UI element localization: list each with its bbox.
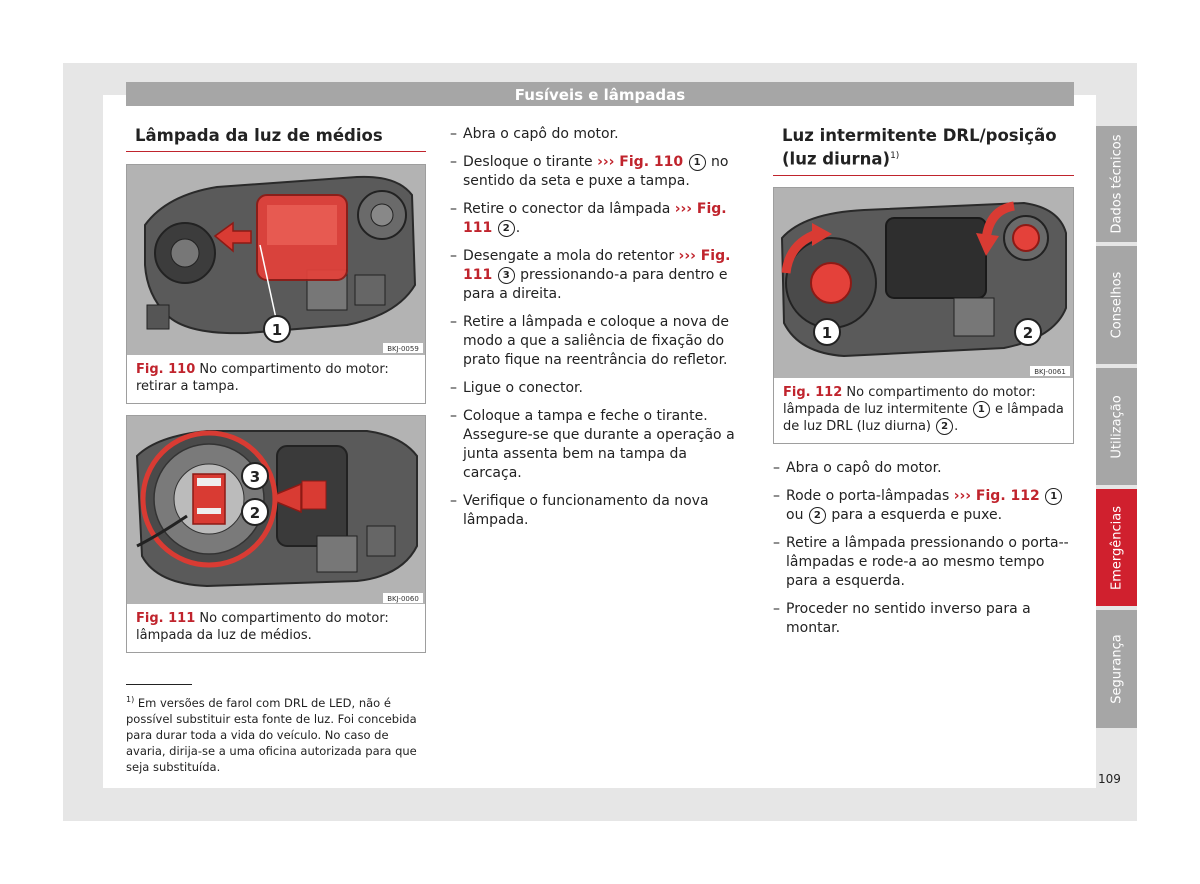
figure-110-caption: [127, 355, 425, 403]
figure-111-code: BKJ-0060: [387, 595, 419, 603]
headlamp-bulb-illustration: [127, 416, 425, 604]
footnote-ref[interactable]: 1): [890, 151, 900, 161]
step-text: Ligue o conector.: [463, 380, 583, 396]
left-column: [126, 125, 426, 653]
figure-112-caption-text: No compartimento do motor: lâmpada de luz intermitente: [783, 384, 1036, 417]
step-text: Retire a lâmpada pressionando o porta--lâmpadas e rode-a ao mesmo tempo para a esquerda.: [786, 534, 1069, 589]
figure-110-code: BKJ-0059: [387, 345, 419, 353]
svg-text:2: 2: [249, 504, 261, 522]
figure-110: [126, 164, 426, 404]
figure-reference-link[interactable]: ››› Fig. 111: [463, 201, 727, 236]
middle-column: [450, 125, 746, 539]
svg-text:2: 2: [1022, 323, 1034, 342]
figure-112-caption-text: e lâmpada de luz DRL (luz diurna): [783, 401, 1064, 434]
list-item: [773, 600, 1074, 638]
step-text: pressionando-a para dentro e para a direita.: [463, 267, 728, 302]
list-item: [773, 459, 1074, 478]
figure-111-caption: [127, 604, 425, 652]
footnote-text: Em versões de farol com DRL de LED, não é possível substituir esta fonte de luz. Foi concebida para durar toda a vida do veículo. No caso de avaria, dirija-se a uma oficina autorizada para que seja substituída.: [126, 695, 417, 774]
right-heading-block: [773, 125, 1074, 176]
step-text: no sentido da seta e puxe a tampa.: [463, 154, 729, 189]
right-heading-text: Luz intermitente DRL/posição (luz diurna): [782, 126, 1057, 169]
callout-number: 1: [1045, 488, 1062, 505]
tab-conselhos[interactable]: [1096, 246, 1137, 364]
right-heading: [782, 125, 1074, 170]
figure-reference-link[interactable]: ››› Fig. 110: [597, 154, 684, 170]
svg-text:1: 1: [821, 323, 833, 342]
step-text: Desengate a mola do retentor: [463, 248, 679, 264]
tab-label: Segurança: [1109, 634, 1124, 704]
list-item: [773, 534, 1074, 591]
callout-number: 3: [498, 267, 515, 284]
step-text: Rode o porta-lâmpadas: [786, 487, 954, 504]
tab-dados-tecnicos[interactable]: [1096, 126, 1137, 242]
step-text: Proceder no sentido inverso para a montar.: [786, 600, 1031, 636]
drl-lamp-illustration: [774, 188, 1073, 378]
figure-111: [126, 415, 426, 653]
svg-text:1: 1: [271, 321, 283, 339]
left-heading-block: [126, 125, 426, 152]
step-text: Desloque o tirante: [463, 154, 598, 170]
figure-110-caption-text: No compartimento do motor: retirar a tampa.: [136, 362, 389, 394]
step-text: ou: [786, 506, 808, 523]
tab-label: Dados técnicos: [1109, 134, 1124, 234]
tab-seguranca[interactable]: [1096, 610, 1137, 728]
callout-number: 1: [973, 401, 990, 418]
step-text: Abra o capô do motor.: [786, 459, 942, 476]
right-column: [773, 125, 1074, 647]
tab-label: Conselhos: [1109, 271, 1124, 339]
tab-emergencias[interactable]: [1096, 489, 1137, 606]
list-item: [450, 247, 746, 304]
section-header: Fusíveis e lâmpadas: [126, 82, 1074, 106]
tab-label: Utilização: [1109, 394, 1124, 459]
footnote: [126, 684, 422, 775]
drl-replace-steps: [773, 459, 1074, 638]
bulb-replace-steps: [450, 125, 746, 530]
step-text: para a esquerda e puxe.: [826, 506, 1003, 523]
page-number: 109: [1098, 772, 1121, 786]
step-text: Retire o conector da lâmpada: [463, 201, 675, 217]
figure-reference-link[interactable]: ››› Fig. 112: [953, 487, 1040, 504]
tab-label: Emergências: [1109, 505, 1124, 590]
figure-112: [773, 187, 1074, 444]
footnote-mark: 1): [126, 695, 135, 704]
list-item: [450, 153, 746, 191]
list-item: [773, 487, 1074, 525]
list-item: [450, 125, 746, 144]
step-text: .: [515, 220, 521, 236]
callout-number: 2: [936, 418, 953, 435]
step-text: Abra o capô do motor.: [463, 126, 619, 142]
list-item: [450, 379, 746, 398]
list-item: [450, 407, 746, 483]
headlamp-cover-illustration: [127, 165, 425, 355]
figure-112-code: BKJ-0061: [1034, 367, 1066, 376]
callout-number: 1: [689, 154, 706, 171]
footnote-divider: [126, 684, 192, 685]
figure-111-caption-text: No compartimento do motor: lâmpada da luz de médios.: [136, 611, 389, 643]
list-item: [450, 492, 746, 530]
figure-110-label: Fig. 110: [136, 362, 196, 377]
figure-112-caption-text: .: [954, 418, 959, 434]
figure-111-label: Fig. 111: [136, 611, 196, 626]
figure-reference-link[interactable]: ››› Fig. 111: [463, 248, 731, 283]
figure-112-caption: [774, 378, 1073, 443]
list-item: [450, 200, 746, 238]
step-text: Verifique o funcionamento da nova lâmpada.: [463, 493, 709, 528]
figure-112-label: Fig. 112: [783, 384, 843, 400]
callout-number: 2: [498, 220, 515, 237]
list-item: [450, 313, 746, 370]
step-text: Coloque a tampa e feche o tirante. Assegure-se que durante a operação a junta assenta bem na tampa da carcaça.: [463, 408, 735, 481]
step-text: Retire a lâmpada e coloque a nova de modo a que a saliência de fixação do prato fique na reentrância do refletor.: [463, 314, 730, 368]
svg-text:3: 3: [249, 468, 261, 486]
left-heading: Lâmpada da luz de médios: [135, 126, 383, 145]
callout-number: 2: [809, 507, 826, 524]
tab-utilizacao[interactable]: [1096, 368, 1137, 485]
